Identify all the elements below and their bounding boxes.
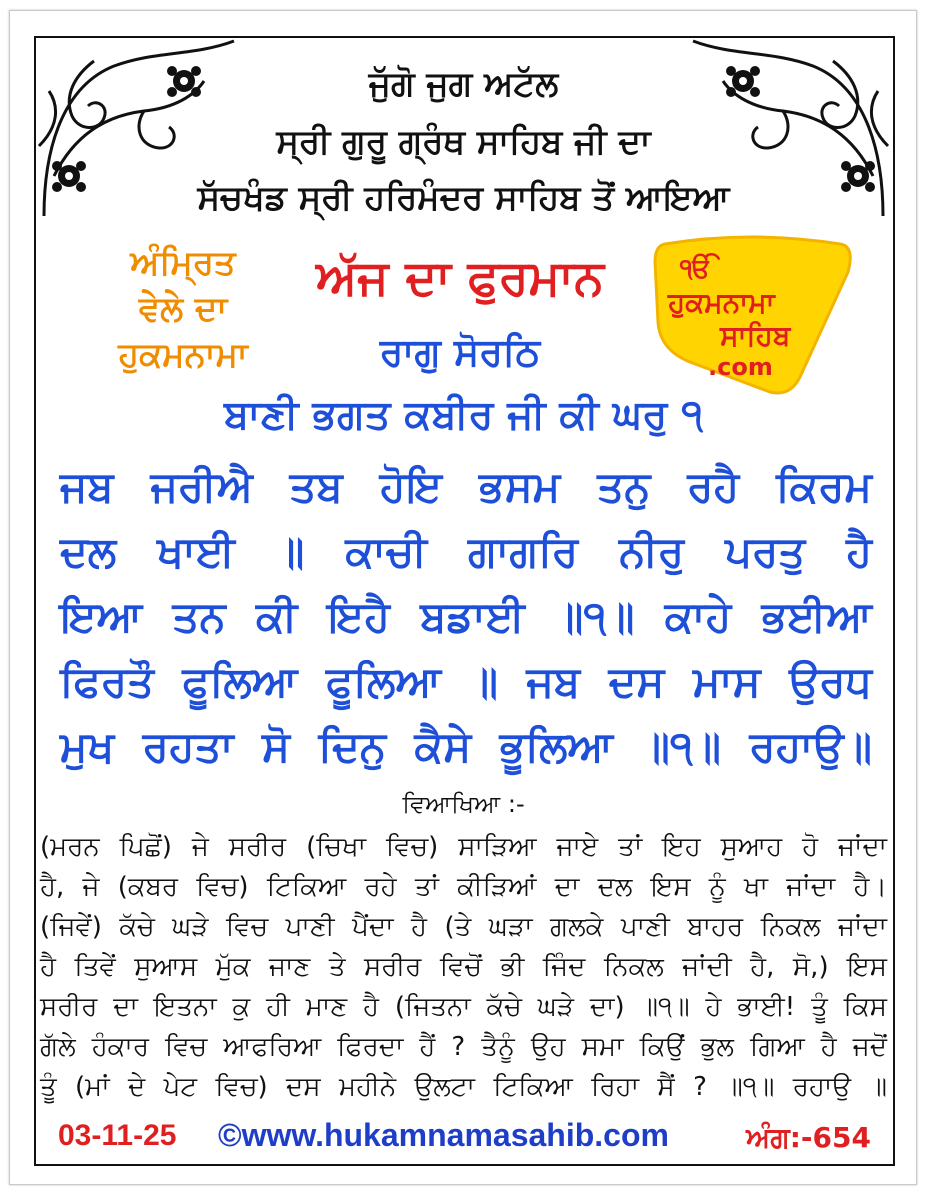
aaj-da-furmaan-title: ਅੱਜ ਦਾ ਫੁਰਮਾਨ — [316, 250, 604, 306]
footer-ang-number: ਅੰਗ:-654 — [746, 1121, 871, 1154]
amrit-line-3: ਹੁਕਮਨਾਮਾ — [118, 335, 248, 375]
logo-word-2: ਸਾਹਿਬ — [720, 319, 791, 352]
footer-website-link[interactable]: ©www.hukamnamasahib.com — [218, 1117, 669, 1153]
verse-line: ਦਲ ਖਾਈ ॥ ਕਾਚੀ ਗਾਗਰਿ ਨੀਰੁ ਪਰਤੁ ਹੈ — [60, 527, 872, 576]
logo-word-1: ਹੁਕਮਨਾਮਾ — [668, 286, 775, 319]
verse-line: ਫਿਰਤੌ ਫੂਲਿਆ ਫੂਲਿਆ ॥ ਜਬ ਦਸ ਮਾਸ ਉਰਧ — [60, 657, 872, 706]
logo-ek-onkar: ੴ — [680, 254, 712, 284]
raag-title: ਰਾਗੁ ਸੋਰਠਿ — [379, 330, 541, 374]
footer-date: 03-11-25 — [58, 1119, 177, 1152]
header-line-1: ਜੁੱਗੋ ਜੁਗ ਅਟੱਲ — [368, 64, 559, 104]
header-line-2: ਸ੍ਰੀ ਗੁਰੂ ਗ੍ਰੰਥ ਸਾਹਿਬ ਜੀ ਦਾ — [276, 122, 651, 162]
explanation-line: ਹੈ ਤਿਵੇਂ ਸੁਆਸ ਮੁੱਕ ਜਾਣ ਤੇ ਸਰੀਰ ਵਿਚੋਂ ਭੀ ਜਿੰਦ ਨਿਕਲ ਜਾਂਦੀ ਹੈ, ਸੋ,) ਇਸ — [40, 952, 887, 982]
vyakhya-heading: ਵਿਆਖਿਆ :- — [402, 790, 525, 818]
explanation-line: ਗੱਲੇ ਹੰਕਾਰ ਵਿਚ ਆਫਰਿਆ ਫਿਰਦਾ ਹੈਂ ? ਤੈਨੂੰ ਉਹ ਸਮਾ ਕਿਉਂ ਭੁਲ ਗਿਆ ਹੈ ਜਦੋਂ — [40, 1032, 887, 1062]
amrit-vele-label — [88, 240, 278, 378]
bani-title: ਬਾਣੀ ਭਗਤ ਕਬੀਰ ਜੀ ਕੀ ਘਰੁ ੧ — [224, 392, 703, 438]
hukamnama-sahib-logo — [650, 232, 855, 397]
explanation-line: (ਮਰਨ ਪਿਛੋਂ) ਜੇ ਸਰੀਰ (ਚਿਖਾ ਵਿਚ) ਸਾੜਿਆ ਜਾਏ ਤਾਂ ਇਹ ਸੁਆਹ ਹੋ ਜਾਂਦਾ — [40, 832, 887, 862]
explanation-line: ਤੂੰ (ਮਾਂ ਦੇ ਪੇਟ ਵਿਚ) ਦਸ ਮਹੀਨੇ ਉਲਟਾ ਟਿਕਿਆ ਰਿਹਾ ਸੈਂ ? ॥੧॥ ਰਹਾਉ ॥ — [40, 1072, 887, 1102]
logo-suffix: .com — [708, 353, 773, 381]
amrit-line-1: ਅੰਮ੍ਰਿਤ — [130, 243, 236, 283]
header-line-3: ਸੱਚਖੰਡ ਸ੍ਰੀ ਹਰਿਮੰਦਰ ਸਾਹਿਬ ਤੋਂ ਆਇਆ — [197, 178, 730, 218]
amrit-line-2: ਵੇਲੇ ਦਾ — [138, 289, 228, 329]
footer — [40, 1115, 887, 1159]
explanation-line: ਸਰੀਰ ਦਾ ਇਤਨਾ ਕੁ ਹੀ ਮਾਣ ਹੈ (ਜਿਤਨਾ ਕੱਚੇ ਘੜੇ ਦਾ) ॥੧॥ ਹੇ ਭਾਈ! ਤੂੰ ਕਿਸ — [40, 992, 887, 1022]
verse-line: ਜਬ ਜਰੀਐ ਤਬ ਹੋਇ ਭਸਮ ਤਨੁ ਰਹੈ ਕਿਰਮ — [60, 462, 872, 511]
explanation-line: (ਜਿਵੇਂ) ਕੱਚੇ ਘੜੇ ਵਿਚ ਪਾਣੀ ਪੈਂਦਾ ਹੈ (ਤੇ ਘੜਾ ਗਲਕੇ ਪਾਣੀ ਬਾਹਰ ਨਿਕਲ ਜਾਂਦਾ — [40, 912, 887, 942]
verse-line: ਇਆ ਤਨ ਕੀ ਇਹੈ ਬਡਾਈ ॥੧॥ ਕਾਹੇ ਭਈਆ — [60, 592, 872, 641]
verse-line: ਮੁਖ ਰਹਤਾ ਸੋ ਦਿਨੁ ਕੈਸੇ ਭੂਲਿਆ ॥੧॥ ਰਹਾਉ॥ — [60, 722, 872, 771]
explanation-line: ਹੈ, ਜੇ (ਕਬਰ ਵਿਚ) ਟਿਕਿਆ ਰਹੇ ਤਾਂ ਕੀੜਿਆਂ ਦਾ ਦਲ ਇਸ ਨੂੰ ਖਾ ਜਾਂਦਾ ਹੈ। — [40, 872, 887, 902]
